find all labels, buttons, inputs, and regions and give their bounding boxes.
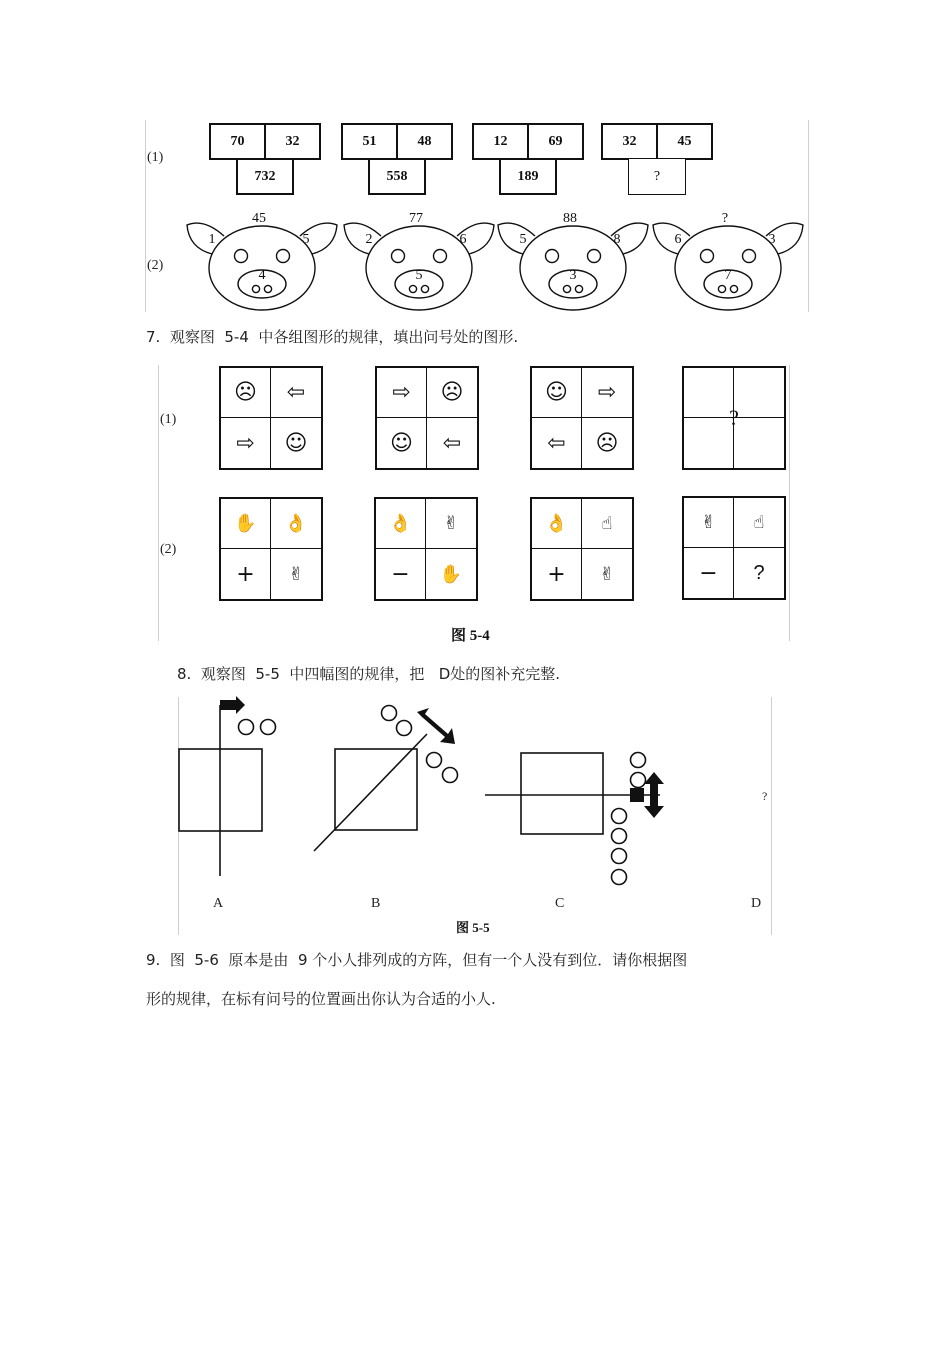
left-arrow-icon: ⇦ xyxy=(442,430,462,456)
number-cell: 189 xyxy=(499,158,557,195)
pig-top-number: 77 xyxy=(409,211,423,226)
pig-nose-number: 3 xyxy=(569,268,577,283)
label-b: B xyxy=(371,896,381,911)
pointing-finger-icon: ☝ xyxy=(582,499,632,549)
question-8-text: 8. 观察图 5-5 中四幅图的规律，把 D处的图补充完整. xyxy=(177,665,561,683)
pig-left-number: 1 xyxy=(208,232,216,247)
empty-cell xyxy=(734,368,784,418)
victory-hand-icon: ✌ xyxy=(599,563,615,585)
pig-nose-number: 4 xyxy=(258,268,266,283)
gesture-grid xyxy=(530,497,634,601)
smile-face-icon: ☺ xyxy=(284,430,308,456)
sad-face-icon: ☹ xyxy=(595,430,619,456)
empty-cell xyxy=(684,368,734,418)
row1-label: (1) xyxy=(160,412,177,427)
right-arrow-icon: ⇨ xyxy=(582,368,632,418)
row2-label: (2) xyxy=(147,258,164,273)
ok-hand-icon: 👌 xyxy=(532,499,582,549)
pig-right-number: 8 xyxy=(613,232,621,247)
number-cell: 32 xyxy=(264,123,321,160)
label-d: D xyxy=(751,896,762,911)
minus-sign: − xyxy=(684,548,734,598)
number-cell: 70 xyxy=(209,123,266,160)
victory-hand-icon: ✌ xyxy=(426,499,476,549)
pig-left-number: 2 xyxy=(365,232,373,247)
empty-cell xyxy=(734,418,784,468)
question-7-text: 7. 观察图 5-4 中各组图形的规律，填出问号处的图形. xyxy=(146,328,519,346)
pig-faces xyxy=(0,0,950,320)
pig-top-number: ? xyxy=(721,211,729,226)
smile-face-icon: ☺ xyxy=(532,368,582,418)
pig-left-number: 6 xyxy=(674,232,682,247)
question-9-line-1: 9. 图 5-6 原本是由 9 个小人排列成的方阵，但有一个人没有到位．请你根据图 xyxy=(146,951,688,969)
number-cell: 51 xyxy=(341,123,398,160)
number-cell: 45 xyxy=(656,123,713,160)
question-mark: ? xyxy=(762,789,768,803)
gesture-grid xyxy=(374,497,478,601)
question-mark: ? xyxy=(729,405,739,430)
smile-face-icon: ☺ xyxy=(377,418,427,468)
gesture-grid xyxy=(219,497,323,601)
pig-right-number: 3 xyxy=(768,232,776,247)
open-hand-icon: ✋ xyxy=(439,563,463,585)
right-arrow-icon: ⇨ xyxy=(377,368,427,418)
symbol-grid xyxy=(219,366,323,470)
sad-face-icon: ☹ xyxy=(427,368,477,418)
pointing-finger-icon: ☝ xyxy=(734,498,784,548)
open-hand-icon: ✋ xyxy=(221,499,271,549)
number-cell: 558 xyxy=(368,158,426,195)
number-cell: 32 xyxy=(601,123,658,160)
answer-grid xyxy=(682,366,786,470)
arrow-icon xyxy=(220,696,245,714)
number-cell: 69 xyxy=(527,123,584,160)
pig-right-number: 6 xyxy=(459,232,467,247)
number-cell: 48 xyxy=(396,123,453,160)
number-cell: 732 xyxy=(236,158,294,195)
pig-left-number: 5 xyxy=(519,232,527,247)
ok-hand-icon: 👌 xyxy=(376,499,426,549)
empty-cell xyxy=(684,418,734,468)
victory-hand-icon: ✌ xyxy=(684,498,734,548)
plus-sign: + xyxy=(532,549,582,599)
ok-hand-icon: 👌 xyxy=(271,499,321,549)
row2-label: (2) xyxy=(160,542,177,557)
pig-nose-number: 7 xyxy=(724,268,732,283)
row1-label: (1) xyxy=(147,150,164,165)
figure-5-4-caption: 图 5-4 xyxy=(451,628,490,644)
victory-hand-icon: ✌ xyxy=(288,563,304,585)
question-9-line-2: 形的规律，在标有问号的位置画出你认为合适的小人. xyxy=(146,990,496,1008)
symbol-grid xyxy=(530,366,634,470)
question-cell: ? xyxy=(628,158,686,195)
right-arrow-icon: ⇨ xyxy=(221,418,271,468)
sad-face-icon: ☹ xyxy=(221,368,271,418)
pig-nose-number: 5 xyxy=(415,268,423,283)
number-cell: 12 xyxy=(472,123,529,160)
figure-5-5-drawing xyxy=(0,690,950,940)
pig-top-number: 88 xyxy=(563,211,577,226)
minus-sign: − xyxy=(376,549,426,599)
gesture-grid xyxy=(682,496,786,600)
figure-5-5-caption: 图 5-5 xyxy=(456,920,490,935)
label-c: C xyxy=(555,896,565,911)
left-arrow-icon: ⇦ xyxy=(271,368,321,418)
pig-top-number: 45 xyxy=(252,211,266,226)
left-arrow-icon: ⇦ xyxy=(532,418,582,468)
symbol-grid xyxy=(375,366,479,470)
label-a: A xyxy=(213,896,224,911)
pig-right-number: 5 xyxy=(302,232,310,247)
question-mark: ? xyxy=(753,561,765,584)
plus-sign: + xyxy=(221,549,271,599)
